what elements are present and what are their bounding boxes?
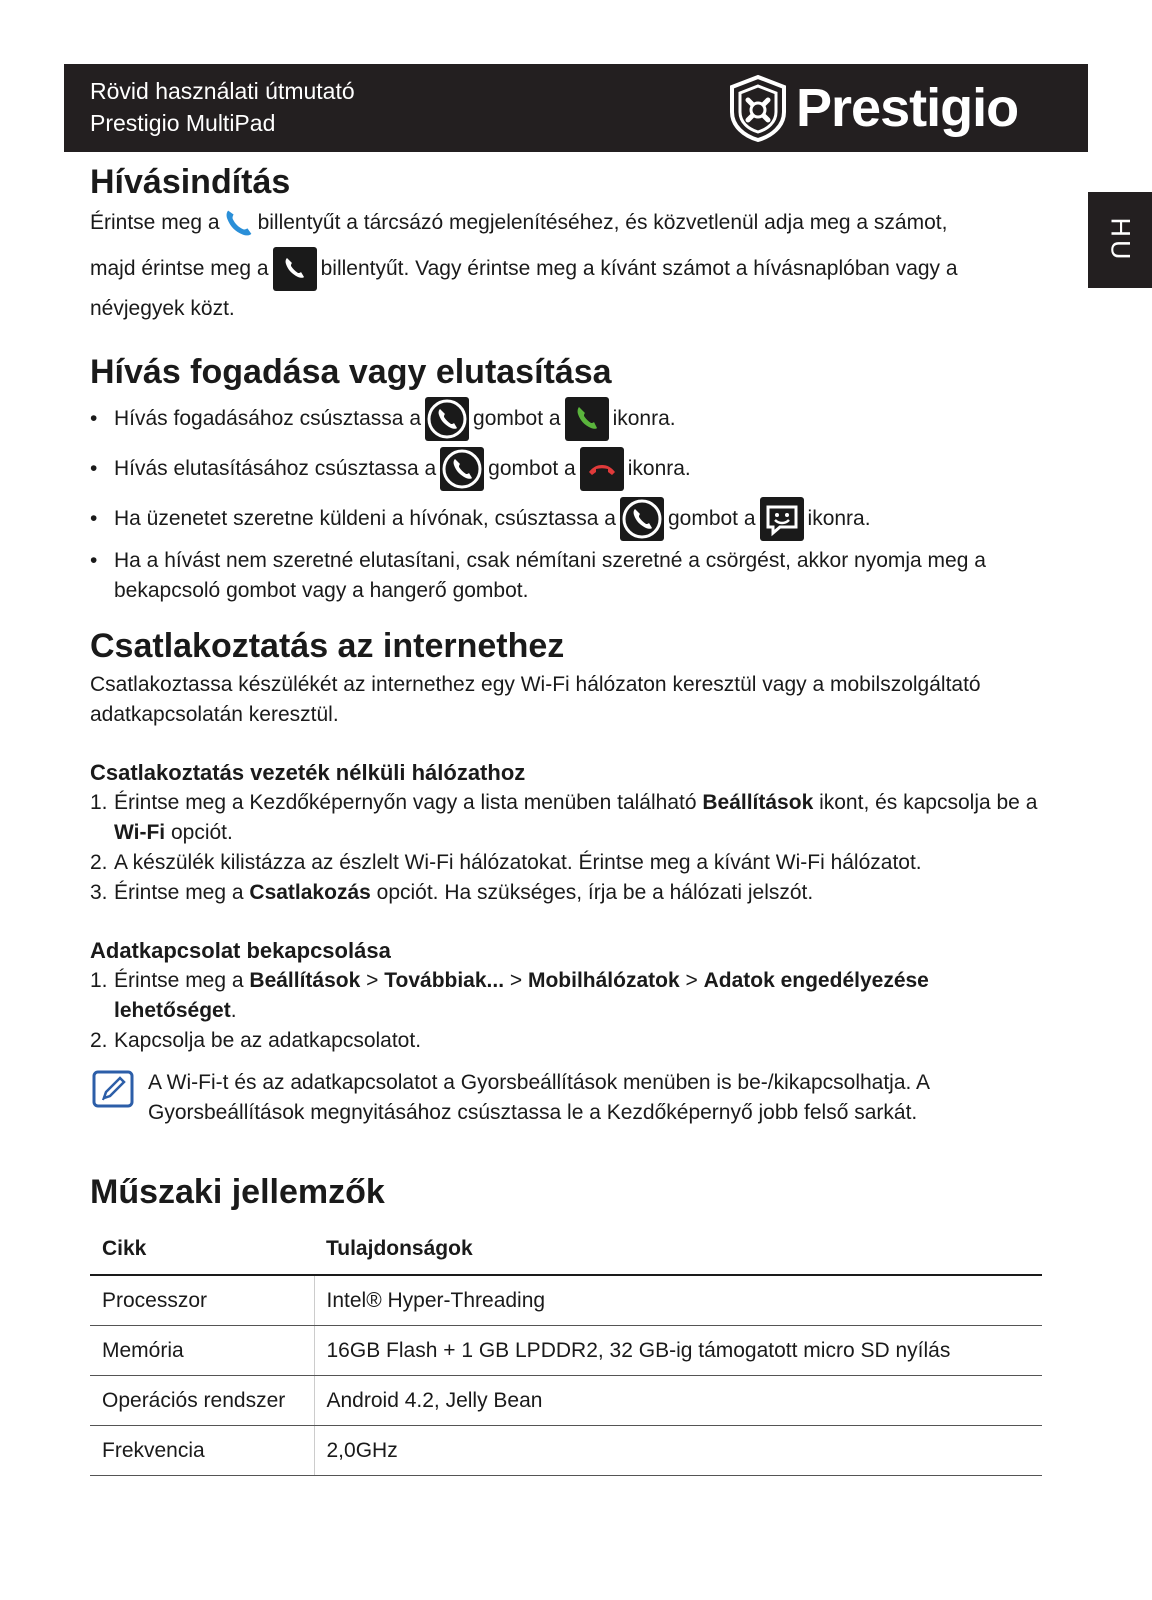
table-cell-value: Intel® Hyper-Threading: [314, 1275, 1042, 1326]
section-title-specs: Műszaki jellemzők: [90, 1173, 385, 1211]
bullet-dot: •: [90, 407, 98, 430]
logo-wordmark: Prestigio: [796, 78, 1019, 138]
bullet-dot: •: [90, 507, 98, 530]
text-fragment: Érintse meg a: [114, 969, 250, 992]
document-header: [64, 64, 1088, 152]
phone-blue-icon: [222, 201, 256, 245]
text-fragment: Kapcsolja be az adatkapcsolatot.: [114, 1029, 422, 1052]
text-fragment: opciót. Ha szükséges, írja be a hálózati jelszót.: [370, 881, 814, 904]
list-item: [90, 878, 1070, 908]
phone-black-square-icon: [273, 247, 317, 291]
data-steps: [90, 966, 1070, 1056]
list-number: 2.: [90, 851, 108, 874]
phone-red-icon: [580, 447, 624, 491]
bullet-reject: [90, 446, 1070, 492]
text-fragment: Érintse meg a: [90, 211, 220, 234]
text-fragment: ikonra.: [627, 457, 691, 480]
table-cell-item: Frekvencia: [90, 1426, 314, 1476]
table-cell-item: Operációs rendszer: [90, 1376, 314, 1426]
list-number: 1.: [90, 969, 108, 992]
text-fragment: A készülék kilistázza az észlelt Wi-Fi hálózatokat. Érintse meg a kívánt Wi-Fi hálózatot.: [114, 851, 922, 874]
bullet-dot: •: [90, 457, 98, 480]
table-row: [90, 1376, 1042, 1426]
call-line-2: [90, 246, 1070, 292]
table-row: [90, 1426, 1042, 1476]
text-fragment: Wi-Fi: [114, 821, 166, 844]
text-fragment: Beállítások: [702, 791, 814, 814]
list-item: [90, 1026, 1070, 1056]
header-title: Rövid használati útmutató: [90, 78, 355, 104]
subsection-title-wifi: Csatlakoztatás vezeték nélküli hálózathoz: [90, 760, 526, 785]
list-number: 2.: [90, 1029, 108, 1052]
section-title-internet: Csatlakoztatás az internethez: [90, 627, 565, 665]
wifi-steps: [90, 788, 1070, 908]
phone-circle-icon: [425, 397, 469, 441]
phone-circle-icon: [620, 497, 664, 541]
text-fragment: gombot a: [667, 507, 756, 530]
phone-circle-icon: [440, 447, 484, 491]
note-box: [90, 1068, 1070, 1128]
list-number: 1.: [90, 791, 108, 814]
section-answer: [90, 350, 1070, 606]
note-text: A Wi-Fi-t és az adatkapcsolatot a Gyorsbeállítások menüben is be-/kikapcsolhatja. A Gyorsbeállítások megnyitásához csúsztassa le a Kezdőképernyő jobb felső sarkát.: [148, 1071, 929, 1124]
bullet-message: [90, 496, 1070, 542]
table-cell-value: 2,0GHz: [314, 1426, 1042, 1476]
header-subtitle: Prestigio MultiPad: [90, 110, 276, 136]
pencil-note-icon: [90, 1068, 136, 1110]
text-fragment: ikonra.: [807, 507, 871, 530]
text-fragment: opciót.: [165, 821, 233, 844]
text-fragment: >: [360, 969, 385, 992]
section-title-call: Hívásindítás: [90, 163, 291, 201]
text-fragment: >: [679, 969, 704, 992]
text-fragment: Ha üzenetet szeretne küldeni a hívónak, csúsztassa a: [114, 507, 616, 530]
text-fragment: Beállítások: [249, 969, 361, 992]
text-fragment: majd érintse meg a: [90, 257, 269, 280]
table-cell-item: Processzor: [90, 1275, 314, 1326]
section-title-answer: Hívás fogadása vagy elutasítása: [90, 353, 612, 391]
specs-table: [90, 1224, 1042, 1476]
column-header-property: Tulajdonságok: [314, 1224, 1042, 1275]
text-fragment: Hívás elutasításához csúsztassa a: [114, 457, 437, 480]
text-fragment: ikont, és kapcsolja be a: [813, 791, 1038, 814]
language-tab: [1088, 192, 1152, 288]
text-fragment: billentyűt. Vagy érintse meg a kívánt számot a hívásnaplóban vagy a: [320, 257, 958, 280]
text-fragment: gombot a: [488, 457, 576, 480]
table-row: [90, 1275, 1042, 1326]
column-header-item: Cikk: [90, 1224, 314, 1275]
section-specs: [90, 1170, 1070, 1476]
text-fragment: Csatlakozás: [249, 881, 371, 904]
section-internet: [90, 624, 1070, 1128]
table-header-row: [90, 1224, 1042, 1275]
text-fragment: Érintse meg a Kezdőképernyőn vagy a lista menüben található: [114, 791, 703, 814]
call-line-1: [90, 200, 1070, 246]
table-row: [90, 1326, 1042, 1376]
text-fragment: Mobilhálózatok: [527, 969, 680, 992]
phone-green-icon: [565, 397, 609, 441]
list-number: 3.: [90, 881, 108, 904]
prestigio-logo: [726, 74, 1018, 142]
internet-intro: Csatlakoztassa készülékét az internethez egy Wi-Fi hálózaton keresztül vagy a mobilszolgáltató adatkapcsolatán keresztül.: [90, 673, 981, 726]
text-fragment: ikonra.: [612, 407, 676, 430]
list-item: [90, 848, 1070, 878]
text-fragment: Érintse meg a: [114, 881, 250, 904]
table-cell-value: 16GB Flash + 1 GB LPDDR2, 32 GB-ig támogatott micro SD nyílás: [314, 1326, 1042, 1376]
language-code: HU: [1105, 217, 1136, 263]
text-fragment: Adatok engedélyezése lehetőséget: [114, 969, 929, 1022]
call-line-3: névjegyek közt.: [90, 297, 235, 320]
text-fragment: [114, 788, 1044, 848]
text-fragment: [114, 966, 994, 1026]
prestigio-emblem-icon: [726, 74, 790, 142]
message-bubble-icon: [760, 497, 804, 541]
list-item: [90, 788, 1070, 848]
subsection-title-data: Adatkapcsolat bekapcsolása: [90, 938, 391, 963]
table-cell-value: Android 4.2, Jelly Bean: [314, 1376, 1042, 1426]
text-fragment: >: [504, 969, 528, 992]
table-cell-item: Memória: [90, 1326, 314, 1376]
text-fragment: Ha a hívást nem szeretné elutasítani, csak némítani szeretné a csörgést, akkor nyomja meg a bekapcsoló gombot vagy a hangerő gombot.: [114, 549, 986, 602]
bullet-answer: [90, 396, 1070, 442]
text-fragment: Továbbiak...: [384, 969, 505, 992]
text-fragment: billentyűt a tárcsázó megjelenítéséhez, és közvetlenül adja meg a számot,: [257, 211, 948, 234]
text-fragment: .: [230, 999, 237, 1022]
bullet-dot: •: [90, 549, 98, 572]
text-fragment: gombot a: [473, 407, 561, 430]
section-call: [90, 160, 1070, 324]
text-fragment: [114, 878, 813, 908]
list-item: [90, 966, 1070, 1026]
text-fragment: Hívás fogadásához csúsztassa a: [114, 407, 422, 430]
bullet-mute: [90, 546, 1070, 606]
